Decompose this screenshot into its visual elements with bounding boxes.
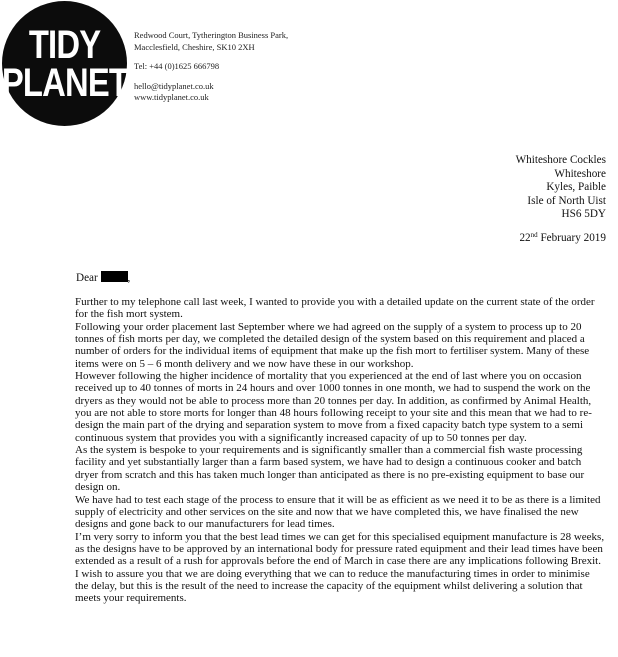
body-paragraph: Following your order placement last September where we had agreed on the supply of a system to process up to 20 tonnes of fish morts per day, we completed the detailed design of the system based on this requirement and placed a number of orders for the individual items of equipment that make up the fish mort to fertiliser system. Many of these items were on 5 – 6 month delivery and we now have these in our workshop. — [75, 320, 590, 370]
salutation — [76, 271, 130, 284]
body-paragraph: As the system is bespoke to your requirements and is significantly smaller than a commercial fish waste processing facility and yet substantially larger than a farm based system, we have had to design a continuous cooker and batch dryer from scratch and this has taken much longer than anticipated as there is no pre-existing equipment to base our design on. — [75, 444, 585, 494]
telephone: Tel: +44 (0)1625 666798 — [134, 61, 220, 71]
letter-body — [75, 296, 605, 605]
address-line-1: Redwood Court, Tytherington Business Park, — [134, 30, 289, 40]
date-rest: February 2019 — [537, 232, 606, 244]
recipient-line: Whiteshore Cockles — [515, 154, 606, 166]
address-line-2: Macclesfield, Cheshire, SK10 2XH — [134, 41, 255, 52]
body-paragraph: I wish to assure you that we are doing everything that we can to reduce the manufacturing times in order to minimise the delay, but this is the result of the need to increase the capacity of the equipment whilst delivering a solution that meets your requirements. — [75, 567, 590, 605]
recipient-address — [516, 154, 606, 222]
body-paragraph: I’m very sorry to inform you that the best lead times we can get for this specialised equipment manufacture is 28 weeks, as the designs have to be approved by an international body for pressure rated equipment and their lead times have been extended as a result of a rush for approvals before the end of March in case there are any implications following Brexit. — [75, 530, 605, 568]
recipient-line: HS6 5DY — [561, 208, 606, 220]
email: hello@tidyplanet.co.uk — [134, 80, 214, 91]
website: www.tidyplanet.co.uk — [134, 92, 209, 102]
body-paragraph: Further to my telephone call last week, I wanted to provide you with a detailed update on the current state of the order for the fish mort system. — [75, 296, 595, 321]
date-suffix: nd — [530, 231, 538, 239]
redacted-name — [101, 271, 128, 282]
logo-line-2: PLANET — [1, 60, 128, 105]
recipient-line: Whiteshore — [554, 167, 606, 180]
date-day: 22 — [519, 232, 531, 244]
recipient-line: Isle of North Uist — [527, 194, 606, 207]
recipient-line: Kyles, Paible — [546, 181, 606, 193]
body-paragraph: We have had to test each stage of the process to ensure that it will be as efficient as we need it to be as there is a limited supply of electricity and other services on the site and now that we have completed this, we have finalised the new designs and gone back to our manufacturers for lead times. — [75, 493, 601, 531]
letterhead-contact — [134, 30, 288, 104]
salutation-dear: Dear — [76, 272, 98, 284]
salutation-comma: , — [127, 272, 131, 284]
logo-line-1: TIDY — [28, 22, 101, 67]
body-paragraph: However following the higher incidence of mortality that you experienced at the end of last where you on occasion received up to 40 tonnes of morts in 24 hours and over 1000 tonnes in one month, we had to suspend the work on the dryers as they would not be able to process more than 20 tonnes per day. In addition, as confirmed by Animal Health, you are not able to store morts for longer than 48 hours following receipt to your site and this mean that we had to re-design the main part of the drying and separation system to move from a fixed capacity batch type system to a semi continuous system that provides you with a significantly increased capacity of up to 50 tonnes per day. — [75, 370, 592, 444]
letter-date — [519, 231, 606, 244]
tidy-planet-logo — [2, 1, 127, 126]
